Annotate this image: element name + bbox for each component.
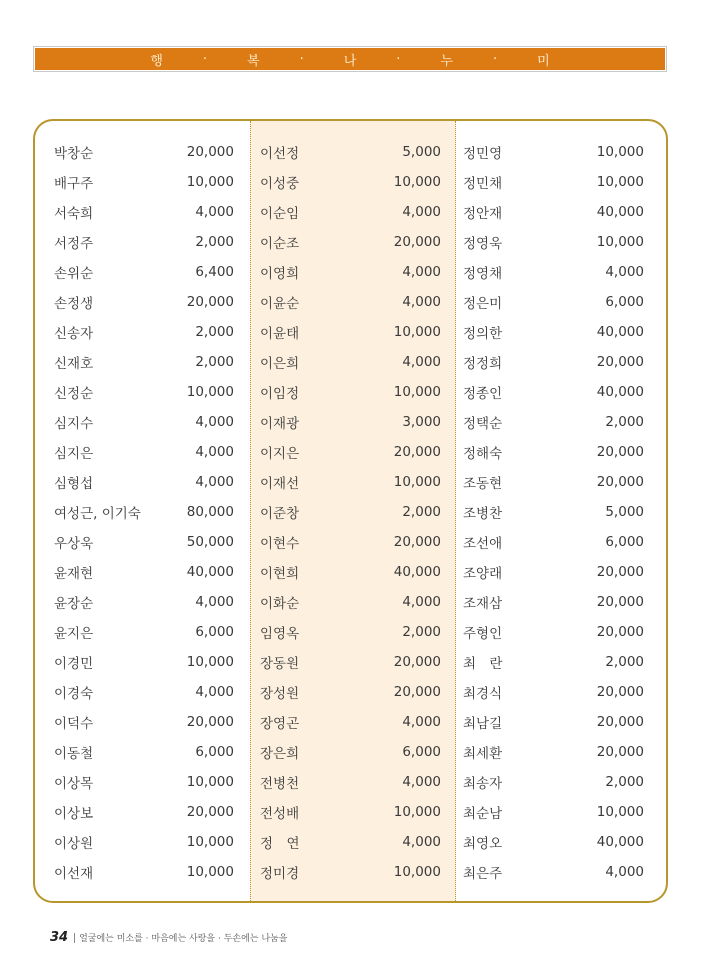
donor-row: [463, 797, 644, 827]
donor-row: [54, 467, 234, 497]
donation-amount: 10,000: [186, 384, 234, 400]
donor-name: 이선정: [260, 146, 300, 162]
donation-amount: 20,000: [393, 654, 441, 670]
donation-amount: 4,000: [402, 774, 441, 790]
donation-amount: 4,000: [402, 714, 441, 730]
donor-name: 주형인: [463, 626, 503, 642]
donation-amount: 6,000: [605, 294, 644, 310]
title-char: 나: [343, 53, 357, 69]
donor-name: 이성중: [260, 176, 300, 192]
donation-amount: 20,000: [596, 594, 644, 610]
donation-amount: 3,000: [402, 414, 441, 430]
donation-amount: 10,000: [393, 174, 441, 190]
title-banner: [33, 46, 667, 72]
donor-name: 이은희: [260, 356, 300, 372]
donor-name: 박창순: [54, 146, 94, 162]
donor-name: 신정순: [54, 386, 94, 402]
donation-amount: 10,000: [186, 774, 234, 790]
donation-amount: 20,000: [393, 684, 441, 700]
donation-amount: 6,000: [605, 534, 644, 550]
donor-row: [260, 467, 441, 497]
donor-row: [260, 257, 441, 287]
donor-name: 장은희: [260, 746, 300, 762]
donor-name: 심지은: [54, 446, 94, 462]
donor-name: 정종인: [463, 386, 503, 402]
donor-row: [463, 167, 644, 197]
title-char: 누: [440, 53, 453, 69]
donor-row: [260, 347, 441, 377]
title-separator: ·: [492, 51, 498, 67]
donation-amount: 10,000: [393, 384, 441, 400]
donor-row: [463, 737, 644, 767]
donor-row: [260, 617, 441, 647]
donor-name: 신송자: [54, 326, 94, 342]
donor-name: 손위순: [54, 266, 94, 282]
donor-row: [463, 767, 644, 797]
donor-row: [463, 677, 644, 707]
donor-row: [54, 677, 234, 707]
donor-row: [54, 257, 234, 287]
donor-row: [463, 857, 644, 887]
donor-name: 이현희: [260, 566, 300, 582]
donor-row: [54, 407, 234, 437]
donor-name: 정영채: [463, 266, 503, 282]
donor-row: [463, 287, 644, 317]
donor-name: 이상목: [54, 776, 94, 792]
donor-row: [54, 317, 234, 347]
donor-row: [463, 407, 644, 437]
page-number: 34: [50, 930, 69, 945]
donor-row: [54, 167, 234, 197]
donor-name: 이임정: [260, 386, 300, 402]
donor-column-1: [35, 121, 250, 901]
donor-name: 최경식: [463, 686, 503, 702]
donor-row: [54, 227, 234, 257]
donor-name: 배구주: [54, 176, 94, 192]
donor-name: 윤장순: [54, 596, 94, 612]
donation-amount: 4,000: [605, 864, 644, 880]
donation-amount: 2,000: [605, 774, 644, 790]
donation-amount: 10,000: [596, 144, 644, 160]
donation-amount: 10,000: [393, 804, 441, 820]
donation-amount: 6,000: [402, 744, 441, 760]
donor-name: 조동현: [463, 476, 503, 492]
donor-row: [260, 497, 441, 527]
donation-amount: 5,000: [605, 504, 644, 520]
donor-name: 정정희: [463, 356, 503, 372]
donation-amount: 10,000: [596, 174, 644, 190]
donor-name: 이지은: [260, 446, 300, 462]
donation-amount: 20,000: [596, 684, 644, 700]
donor-name: 장영곤: [260, 716, 300, 732]
title-separator: ·: [299, 51, 304, 67]
donor-row: [260, 857, 441, 887]
donation-amount: 20,000: [596, 444, 644, 460]
donor-row: [463, 707, 644, 737]
title-separator: ·: [202, 51, 208, 67]
donation-amount: 10,000: [186, 174, 234, 190]
donor-row: [54, 287, 234, 317]
donor-row: [463, 527, 644, 557]
donor-row: [463, 317, 644, 347]
donor-name: 장동원: [260, 656, 300, 672]
donation-amount: 40,000: [596, 834, 644, 850]
donor-row: [54, 737, 234, 767]
donor-name: 심지수: [54, 416, 94, 432]
donor-row: [260, 797, 441, 827]
donor-name: 정은미: [463, 296, 503, 312]
donation-amount: 20,000: [596, 624, 644, 640]
donor-name: 이경민: [54, 656, 94, 672]
donor-name: 정영욱: [463, 236, 503, 252]
donor-row: [260, 707, 441, 737]
donation-amount: 4,000: [402, 594, 441, 610]
donor-name: 윤재현: [54, 566, 94, 582]
donor-name: 최영오: [463, 836, 503, 852]
donor-row: [54, 347, 234, 377]
donor-name: 손정생: [54, 296, 94, 312]
donor-row: [463, 617, 644, 647]
donation-amount: 40,000: [393, 564, 441, 580]
donor-name: 전병천: [260, 776, 300, 792]
donor-name: 이현수: [260, 536, 300, 552]
donor-name: 조재삼: [463, 596, 503, 612]
donor-name: 이동철: [54, 746, 94, 762]
donor-list-panel: [33, 119, 668, 903]
donor-name: 최세환: [463, 746, 503, 762]
donation-amount: 20,000: [393, 234, 441, 250]
donation-amount: 10,000: [393, 864, 441, 880]
donor-name: 최순남: [463, 806, 503, 822]
donor-row: [260, 287, 441, 317]
donor-name: 이경숙: [54, 686, 94, 702]
donation-amount: 4,000: [402, 354, 441, 370]
donor-row: [260, 377, 441, 407]
donor-row: [463, 197, 644, 227]
donation-amount: 40,000: [596, 384, 644, 400]
donor-name: 이화순: [260, 596, 300, 612]
donor-name: 최은주: [463, 866, 503, 882]
donor-row: [260, 737, 441, 767]
donor-row: [54, 647, 234, 677]
donor-row: [54, 617, 234, 647]
donor-row: [260, 677, 441, 707]
title-char: 복: [247, 53, 260, 69]
title-char: 행: [150, 53, 163, 69]
donation-amount: 10,000: [186, 834, 234, 850]
donor-row: [54, 767, 234, 797]
donor-name: 정의한: [463, 326, 503, 342]
donor-row: [54, 557, 234, 587]
donation-amount: 6,400: [195, 264, 234, 280]
donation-amount: 6,000: [195, 624, 234, 640]
donor-row: [54, 707, 234, 737]
donor-name: 최 란: [463, 656, 503, 672]
donor-name: 조양래: [463, 566, 503, 582]
donation-amount: 40,000: [596, 324, 644, 340]
donor-name: 전성배: [260, 806, 300, 822]
donor-name: 이영희: [260, 266, 300, 282]
title-separator: ·: [396, 51, 401, 67]
donor-row: [54, 437, 234, 467]
donor-name: 이상보: [54, 806, 94, 822]
donor-name: 정택순: [463, 416, 503, 432]
donor-name: 윤지은: [54, 626, 94, 642]
donation-amount: 20,000: [596, 564, 644, 580]
donor-name: 정미경: [260, 866, 300, 882]
donation-amount: 2,000: [605, 654, 644, 670]
donation-amount: 2,000: [605, 414, 644, 430]
donation-amount: 4,000: [605, 264, 644, 280]
donor-row: [463, 467, 644, 497]
donor-name: 신재호: [54, 356, 94, 372]
donor-row: [260, 137, 441, 167]
donor-name: 장성원: [260, 686, 300, 702]
donation-amount: 2,000: [402, 624, 441, 640]
donor-name: 이덕수: [54, 716, 94, 732]
donor-name: 정안재: [463, 206, 503, 222]
donation-amount: 4,000: [195, 594, 234, 610]
donor-row: [260, 167, 441, 197]
donation-amount: 20,000: [596, 354, 644, 370]
donor-row: [54, 527, 234, 557]
donor-row: [54, 197, 234, 227]
donor-name: 최남길: [463, 716, 503, 732]
donation-amount: 4,000: [402, 834, 441, 850]
donor-row: [463, 377, 644, 407]
donor-row: [260, 407, 441, 437]
donation-amount: 4,000: [195, 204, 234, 220]
donor-name: 이상원: [54, 836, 94, 852]
donor-name: 조병찬: [463, 506, 503, 522]
donor-name: 최송자: [463, 776, 503, 792]
donation-amount: 10,000: [596, 804, 644, 820]
donation-amount: 2,000: [195, 354, 234, 370]
donation-amount: 20,000: [596, 714, 644, 730]
donor-name: 여성근, 이기숙: [54, 506, 141, 522]
donor-row: [463, 347, 644, 377]
donor-row: [260, 557, 441, 587]
donor-row: [463, 647, 644, 677]
donation-amount: 10,000: [393, 324, 441, 340]
donor-name: 정민영: [463, 146, 503, 162]
donor-name: 정 연: [260, 836, 300, 852]
donation-amount: 10,000: [393, 474, 441, 490]
donation-amount: 2,000: [195, 234, 234, 250]
donor-row: [54, 797, 234, 827]
title-bar: [35, 48, 665, 70]
donor-row: [54, 587, 234, 617]
donor-row: [260, 527, 441, 557]
donation-amount: 6,000: [195, 744, 234, 760]
donation-amount: 10,000: [186, 864, 234, 880]
donor-column-3: [455, 121, 668, 901]
donor-row: [260, 437, 441, 467]
donor-name: 조선애: [463, 536, 503, 552]
donor-row: [463, 497, 644, 527]
donation-amount: 10,000: [186, 654, 234, 670]
donor-row: [54, 857, 234, 887]
donor-row: [54, 137, 234, 167]
donation-amount: 4,000: [402, 264, 441, 280]
donation-amount: 10,000: [596, 234, 644, 250]
donor-row: [260, 767, 441, 797]
donor-row: [260, 317, 441, 347]
donation-amount: 50,000: [186, 534, 234, 550]
donation-amount: 4,000: [402, 294, 441, 310]
donor-row: [54, 377, 234, 407]
donor-row: [260, 587, 441, 617]
footer-divider: [74, 933, 75, 943]
donor-row: [463, 257, 644, 287]
donor-row: [260, 647, 441, 677]
donor-name: 서숙희: [54, 206, 94, 222]
page-footer: [50, 930, 287, 945]
donor-name: 심형섭: [54, 476, 94, 492]
donor-name: 우상욱: [54, 536, 94, 552]
donation-amount: 20,000: [186, 294, 234, 310]
donor-name: 이순임: [260, 206, 300, 222]
donor-name: 정민채: [463, 176, 503, 192]
donor-name: 이준창: [260, 506, 300, 522]
donor-row: [463, 557, 644, 587]
donation-amount: 2,000: [195, 324, 234, 340]
donation-amount: 2,000: [402, 504, 441, 520]
donor-row: [463, 137, 644, 167]
donor-row: [260, 197, 441, 227]
donor-name: 서정주: [54, 236, 94, 252]
donor-row: [260, 227, 441, 257]
donation-amount: 4,000: [195, 414, 234, 430]
donation-amount: 20,000: [393, 444, 441, 460]
donor-name: 이재선: [260, 476, 300, 492]
donor-name: 이선재: [54, 866, 94, 882]
donation-amount: 5,000: [402, 144, 441, 160]
donation-amount: 40,000: [596, 204, 644, 220]
donor-column-2: [250, 121, 456, 901]
donation-amount: 20,000: [186, 804, 234, 820]
footer-tagline: 얼굴에는 미소를 · 마음에는 사랑을 · 두손에는 나눔을: [79, 934, 288, 944]
donation-amount: 20,000: [186, 144, 234, 160]
donor-name: 정해숙: [463, 446, 503, 462]
donor-name: 이순조: [260, 236, 300, 252]
donation-amount: 20,000: [596, 474, 644, 490]
donation-amount: 4,000: [195, 684, 234, 700]
donation-amount: 20,000: [393, 534, 441, 550]
donation-amount: 40,000: [186, 564, 234, 580]
donor-name: 이윤태: [260, 326, 300, 342]
donor-row: [463, 587, 644, 617]
donation-amount: 4,000: [195, 474, 234, 490]
donation-amount: 20,000: [186, 714, 234, 730]
donor-row: [463, 227, 644, 257]
donor-row: [54, 827, 234, 857]
donor-name: 이재광: [260, 416, 300, 432]
donation-amount: 20,000: [596, 744, 644, 760]
donor-row: [463, 827, 644, 857]
donor-row: [260, 827, 441, 857]
donation-amount: 4,000: [195, 444, 234, 460]
title-char: 미: [537, 53, 550, 69]
donor-row: [463, 437, 644, 467]
donation-amount: 80,000: [186, 504, 234, 520]
donor-row: [54, 497, 234, 527]
donation-amount: 4,000: [402, 204, 441, 220]
donor-name: 임영옥: [260, 626, 300, 642]
donor-name: 이윤순: [260, 296, 300, 312]
